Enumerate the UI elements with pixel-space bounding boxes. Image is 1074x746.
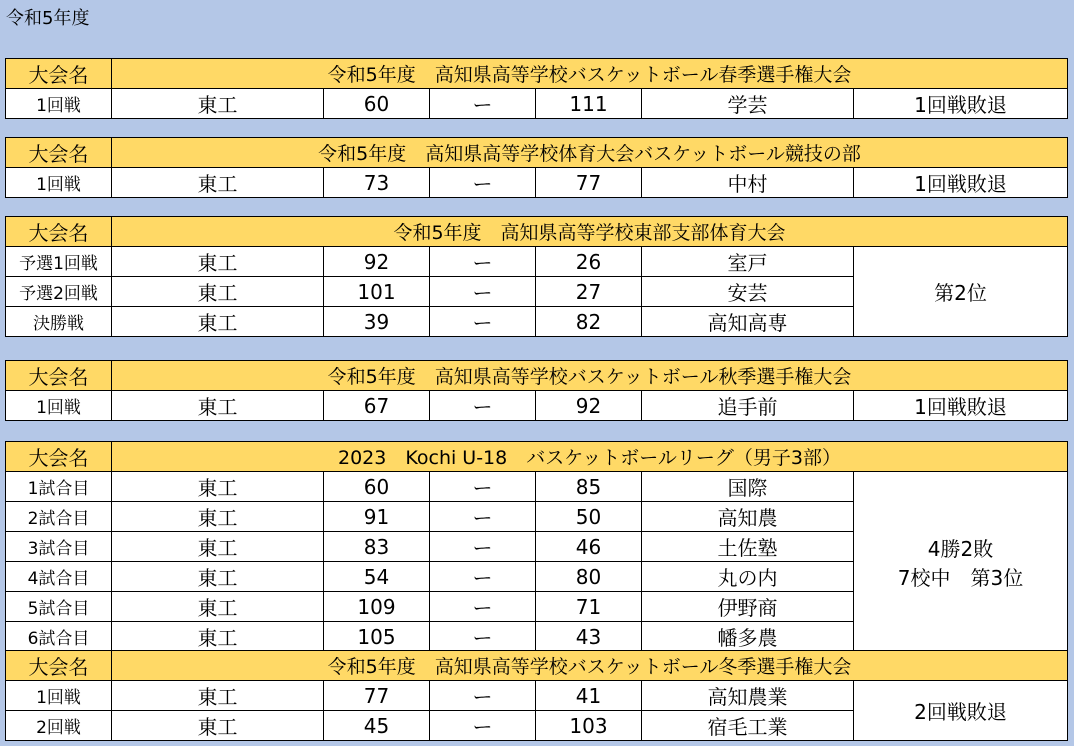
- game-row: [6, 168, 1068, 198]
- team-cell: 東工: [112, 502, 324, 532]
- score-cell: 91: [324, 502, 430, 532]
- tournament-name: 令和5年度 高知県高等学校バスケットボール秋季選手権大会: [112, 361, 1068, 391]
- score-cell: 60: [324, 89, 430, 119]
- dash-cell: ー: [430, 562, 536, 592]
- team-cell: 東工: [112, 622, 324, 652]
- opponent-score-cell: 92: [536, 391, 642, 421]
- opponent-score-cell: 80: [536, 562, 642, 592]
- opponent-cell: 幡多農: [642, 622, 854, 652]
- result-cell: [854, 681, 1068, 741]
- opponent-score-cell: 71: [536, 592, 642, 622]
- opponent-cell: 追手前: [642, 391, 854, 421]
- tournament-label: 大会名: [6, 217, 112, 247]
- team-cell: 東工: [112, 391, 324, 421]
- score-cell: 77: [324, 681, 430, 711]
- round-cell: 1回戦: [6, 168, 112, 198]
- tournament-table: [5, 137, 1068, 198]
- game-row: [6, 391, 1068, 421]
- tournament-table: [5, 650, 1068, 741]
- team-cell: 東工: [112, 711, 324, 741]
- result-line: 1回戦敗退: [914, 395, 1007, 419]
- tournament-table: [5, 58, 1068, 119]
- tournament-name: 令和5年度 高知県高等学校体育大会バスケットボール競技の部: [112, 138, 1068, 168]
- result-cell: [854, 391, 1068, 421]
- opponent-score-cell: 103: [536, 711, 642, 741]
- round-cell: 2回戦: [6, 711, 112, 741]
- tournament-name: 令和5年度 高知県高等学校バスケットボール冬季選手権大会: [112, 651, 1068, 681]
- game-row: [6, 89, 1068, 119]
- round-cell: 1回戦: [6, 681, 112, 711]
- opponent-score-cell: 43: [536, 622, 642, 652]
- score-cell: 105: [324, 622, 430, 652]
- team-cell: 東工: [112, 277, 324, 307]
- round-cell: 予選1回戦: [6, 247, 112, 277]
- page-title: 令和5年度: [6, 8, 90, 29]
- game-row: [6, 247, 1068, 277]
- result-line: 2回戦敗退: [914, 700, 1007, 724]
- opponent-score-cell: 111: [536, 89, 642, 119]
- result-cell: [854, 247, 1068, 337]
- team-cell: 東工: [112, 307, 324, 337]
- round-cell: 6試合目: [6, 622, 112, 652]
- team-cell: 東工: [112, 168, 324, 198]
- tournament-label: 大会名: [6, 361, 112, 391]
- opponent-score-cell: 27: [536, 277, 642, 307]
- opponent-score-cell: 77: [536, 168, 642, 198]
- round-cell: 4試合目: [6, 562, 112, 592]
- team-cell: 東工: [112, 562, 324, 592]
- result-line: 1回戦敗退: [914, 172, 1007, 196]
- dash-cell: ー: [430, 307, 536, 337]
- dash-cell: ー: [430, 681, 536, 711]
- game-row: [6, 681, 1068, 711]
- score-cell: 67: [324, 391, 430, 421]
- round-cell: 3試合目: [6, 532, 112, 562]
- team-cell: 東工: [112, 247, 324, 277]
- result-cell: [854, 168, 1068, 198]
- dash-cell: ー: [430, 168, 536, 198]
- result-line: 4勝2敗: [927, 536, 994, 561]
- result-cell: [854, 89, 1068, 119]
- opponent-cell: 丸の内: [642, 562, 854, 592]
- round-cell: 1試合目: [6, 472, 112, 502]
- result-line: 1回戦敗退: [914, 93, 1007, 117]
- tournament-table: [5, 441, 1068, 652]
- opponent-score-cell: 82: [536, 307, 642, 337]
- opponent-score-cell: 26: [536, 247, 642, 277]
- opponent-score-cell: 46: [536, 532, 642, 562]
- tournament-label: 大会名: [6, 651, 112, 681]
- dash-cell: ー: [430, 277, 536, 307]
- opponent-cell: 中村: [642, 168, 854, 198]
- opponent-cell: 高知農: [642, 502, 854, 532]
- team-cell: 東工: [112, 681, 324, 711]
- round-cell: 1回戦: [6, 89, 112, 119]
- opponent-cell: 室戸: [642, 247, 854, 277]
- team-cell: 東工: [112, 532, 324, 562]
- score-cell: 39: [324, 307, 430, 337]
- opponent-cell: 高知農業: [642, 681, 854, 711]
- result-line: 第2位: [934, 281, 987, 305]
- dash-cell: ー: [430, 89, 536, 119]
- game-row: [6, 472, 1068, 502]
- tournament-name: 2023 Kochi U-18 バスケットボールリーグ（男子3部）: [112, 442, 1068, 472]
- team-cell: 東工: [112, 472, 324, 502]
- tournament-label: 大会名: [6, 59, 112, 89]
- dash-cell: ー: [430, 247, 536, 277]
- score-cell: 60: [324, 472, 430, 502]
- score-cell: 73: [324, 168, 430, 198]
- dash-cell: ー: [430, 502, 536, 532]
- team-cell: 東工: [112, 592, 324, 622]
- team-cell: 東工: [112, 89, 324, 119]
- score-cell: 92: [324, 247, 430, 277]
- tournament-label: 大会名: [6, 442, 112, 472]
- opponent-cell: 国際: [642, 472, 854, 502]
- dash-cell: ー: [430, 532, 536, 562]
- dash-cell: ー: [430, 472, 536, 502]
- round-cell: 2試合目: [6, 502, 112, 532]
- dash-cell: ー: [430, 391, 536, 421]
- opponent-cell: 高知高専: [642, 307, 854, 337]
- tournament-table: [5, 360, 1068, 421]
- result-cell: [854, 472, 1068, 652]
- opponent-cell: 土佐塾: [642, 532, 854, 562]
- round-cell: 予選2回戦: [6, 277, 112, 307]
- result-line: 7校中 第3位: [897, 565, 1024, 590]
- tournament-name: 令和5年度 高知県高等学校東部支部体育大会: [112, 217, 1068, 247]
- opponent-score-cell: 50: [536, 502, 642, 532]
- dash-cell: ー: [430, 622, 536, 652]
- round-cell: 決勝戦: [6, 307, 112, 337]
- round-cell: 5試合目: [6, 592, 112, 622]
- score-cell: 45: [324, 711, 430, 741]
- tournament-table: [5, 216, 1068, 337]
- opponent-cell: 安芸: [642, 277, 854, 307]
- tournament-name: 令和5年度 高知県高等学校バスケットボール春季選手権大会: [112, 59, 1068, 89]
- score-cell: 101: [324, 277, 430, 307]
- dash-cell: ー: [430, 592, 536, 622]
- opponent-cell: 宿毛工業: [642, 711, 854, 741]
- score-cell: 54: [324, 562, 430, 592]
- opponent-cell: 伊野商: [642, 592, 854, 622]
- round-cell: 1回戦: [6, 391, 112, 421]
- score-cell: 83: [324, 532, 430, 562]
- score-cell: 109: [324, 592, 430, 622]
- opponent-score-cell: 85: [536, 472, 642, 502]
- opponent-cell: 学芸: [642, 89, 854, 119]
- tournament-label: 大会名: [6, 138, 112, 168]
- opponent-score-cell: 41: [536, 681, 642, 711]
- dash-cell: ー: [430, 711, 536, 741]
